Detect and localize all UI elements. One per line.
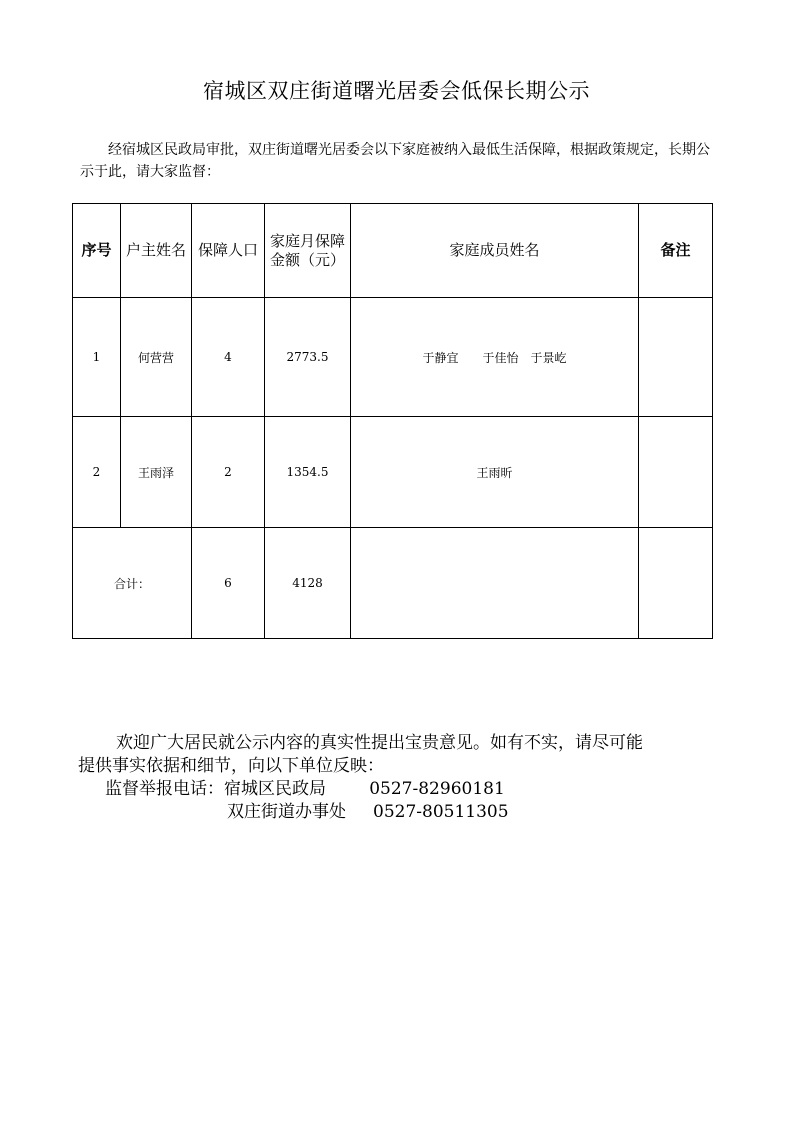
footer-line-1: 欢迎广大居民就公示内容的真实性提出宝贵意见。如有不实，请尽可能 xyxy=(116,733,643,753)
footer-line-4 xyxy=(78,801,718,824)
hotline-phone-street-office: 0527-80511305 xyxy=(373,802,509,822)
total-members-empty xyxy=(351,528,639,639)
total-persons: 6 xyxy=(192,528,265,639)
intro-paragraph: 经宿城区民政局审批，双庄街道曙光居委会以下家庭被纳入最低生活保障，根据政策规定，长期公示于此，请大家监督： xyxy=(80,142,710,180)
cell-persons: 2 xyxy=(192,417,265,528)
cell-head-name: 王雨泽 xyxy=(121,417,192,528)
header-seq: 序号 xyxy=(73,204,121,298)
cell-members: 王雨昕 xyxy=(351,417,639,528)
footer-line-3 xyxy=(78,778,718,801)
cell-remarks xyxy=(639,298,713,417)
hotline-phone-civil-affairs: 0527-82960181 xyxy=(369,779,505,799)
header-amount: 家庭月保障金额（元） xyxy=(265,204,351,298)
cell-amount: 1354.5 xyxy=(265,417,351,528)
cell-seq: 2 xyxy=(73,417,121,528)
total-remarks-empty xyxy=(639,528,713,639)
total-row xyxy=(73,528,713,639)
header-persons: 保障人口 xyxy=(192,204,265,298)
cell-amount: 2773.5 xyxy=(265,298,351,417)
office-label: 双庄街道办事处 xyxy=(227,802,346,822)
cell-persons: 4 xyxy=(192,298,265,417)
header-head-name: 户主姓名 xyxy=(121,204,192,298)
hotline-label: 监督举报电话：宿城区民政局 xyxy=(105,779,326,799)
footer-line-2: 提供事实依据和细节，向以下单位反映： xyxy=(78,756,384,776)
cell-remarks xyxy=(639,417,713,528)
cell-seq: 1 xyxy=(73,298,121,417)
table-header-row xyxy=(73,204,713,298)
subsidy-table xyxy=(72,203,713,639)
cell-head-name: 何营营 xyxy=(121,298,192,417)
total-label: 合计： xyxy=(73,528,192,639)
table-row xyxy=(73,417,713,528)
table-row xyxy=(73,298,713,417)
footer-notice xyxy=(78,732,718,824)
header-members: 家庭成员姓名 xyxy=(351,204,639,298)
page-title: 宿城区双庄街道曙光居委会低保长期公示 xyxy=(203,79,590,103)
cell-members: 于静宜 于佳怡 于景屹 xyxy=(351,298,639,417)
header-remarks: 备注 xyxy=(639,204,713,298)
total-amount: 4128 xyxy=(265,528,351,639)
